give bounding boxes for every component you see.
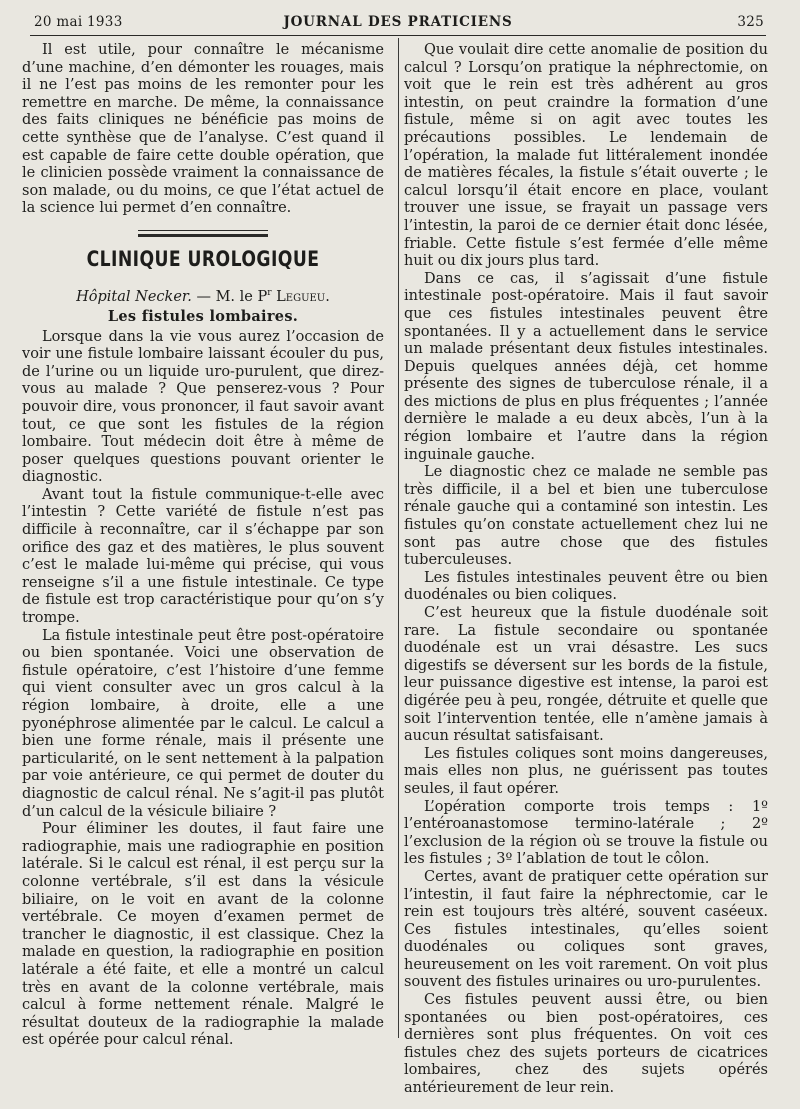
right-paragraph-5: C’est heureux que la fistule duodénale soit rare. La fistule secondaire ou spontanée duodénale est un vrai désastre. Les sucs digestifs se déversent sur les bords de la fistule, leur puissance digestive est intense, la paroi est digérée peu à peu, rongée, détruite et quelle que soit l’intervention tentée, elle n’amène jamais à aucun résultat satisfaisant.	[404, 605, 768, 745]
right-paragraph-9: Ces fistules peuvent aussi être, ou bien spontanées ou bien post-opératoires, ces dernières sont plus fréquentes. On voit ces fistules chez des sujets porteurs de cicatrices lombaires, chez des sujets opérés antérieurement de leur rein.	[404, 992, 768, 1097]
right-paragraph-7: L’opération comporte trois temps : 1º l’entéroanastomose termino-latérale ; 2º l’exclusion de la région où se trouve la fistule ou les fistules ; 3º l’ablation de tout le côlon.	[404, 798, 768, 868]
byline-dash: — M. le P	[191, 288, 268, 305]
section-separator	[138, 230, 268, 237]
intro-paragraph: Il est utile, pour connaître le mécanisme d’une machine, d’en démonter les rouages, mais il ne l’est pas moins de les remonter pour les remettre en marche. De même, la connaissance des faits cliniques ne bénéficie pas moins de cette synthèse que de l’analyse. C’est quand il est capable de faire cette double opération, que le clinicien possède vraiment la connaissance de son malade, ou du moins, ce que l’état actuel de la science lui permet d’en connaître.	[22, 42, 384, 217]
section-title: CLINIQUE UROLOGIQUE	[86, 246, 320, 271]
right-column	[404, 42, 768, 1098]
header-journal-title: JOURNAL DES PRATICIENS	[283, 14, 513, 30]
header-page-number: 325	[737, 14, 764, 30]
left-column	[22, 42, 384, 1050]
left-paragraph-1: Lorsque dans la vie vous aurez l’occasion de voir une fistule lombaire laissant écouler du pus, de l’urine ou un liquide uro-purulent, que direz-vous au malade ? Que penserez-vous ? Pour pouvoir dire, vous prononcer, il faut savoir avant tout, ce que sont les fistules de la région lombaire. Tout médecin doit être à même de poser quelques questions pouvant orienter le diagnostic.	[22, 328, 384, 486]
left-paragraph-4: Pour éliminer les doutes, il faut faire une radiographie, mais une radiographie en position latérale. Si le calcul est rénal, il est perçu sur la colonne vertébrale, s’il est dans la vésicule biliaire, on le voit en avant de la colonne vertébrale. Ce moyen d’examen permet de trancher le diagnostic, il est classique. Chez la malade en question, la radiographie en position latérale a été faite, et elle a montré un calcul très en avant de la colonne vertébrale, mais calcul à forme nettement rénale. Malgré le résultat douteux de la radiographie la malade est opérée pour calcul rénal.	[22, 821, 384, 1049]
header-rule	[30, 35, 766, 36]
right-paragraph-2: Dans ce cas, il s’agissait d’une fistule intestinale post-opératoire. Mais il faut savoir que ces fistules intestinales peuvent être spontanées. Il y a actuellement dans le service un malade présentant deux fistules intestinales. Depuis quelques années déjà, cet homme présente des signes de tuberculose rénale, il a des mictions de plus en plus fréquentes ; l’année dernière le malade a eu deux abcès, l’un à la région lombaire et l’autre dans la région inguinale gauche.	[404, 270, 768, 463]
right-paragraph-3: Le diagnostic chez ce malade ne semble pas très difficile, il a bel et bien une tuberculose rénale gauche qui a contaminé son intestin. Les fistules qu’on constate actuellement chez lui ne sont pas autre chose que des fistules tuberculeuses.	[404, 464, 768, 569]
right-paragraph-6: Les fistules coliques sont moins dangereuses, mais elles non plus, ne guérissent pas toutes seules, il faut opérer.	[404, 745, 768, 797]
right-paragraph-4: Les fistules intestinales peuvent être ou bien duodénales ou bien coliques.	[404, 569, 768, 604]
left-paragraph-3: La fistule intestinale peut être post-opératoire ou bien spontanée. Voici une observation de fistule opératoire, c’est l’histoire d’une femme qui vient consulter avec un gros calcul à la région lombaire, à droite, elle a une pyonéphrose alimentée par le calcul. Le calcul a bien une forme rénale, mais il présente une particularité, on le sent nettement à la palpation par voie antérieure, ce qui permet de douter du diagnostic de calcul rénal. Ne s’agit-il pas plutôt d’un calcul de la vésicule biliaire ?	[22, 627, 384, 820]
page-header	[32, 14, 764, 36]
column-divider	[398, 38, 399, 1038]
byline-hospital: Hôpital Necker.	[76, 288, 192, 305]
right-paragraph-8: Certes, avant de pratiquer cette opération sur l’intestin, il faut faire la néphrectomie, car le rein est toujours très altéré, souvent caséeux. Ces fistules intestinales, qu’elles soient duodénales ou coliques sont graves, heureusement on les voit rarement. On voit plus souvent des fistules urinaires ou uro-purulentes.	[404, 868, 768, 991]
right-paragraph-1: Que voulait dire cette anomalie de position du calcul ? Lorsqu’on pratique la néphrectomie, on voit que le rein est très adhérent au gros intestin, on peut craindre la formation d’une fistule, même si on agit avec toutes les précautions possibles. Le lendemain de l’opération, la malade fut littéralement inondée de matières fécales, la fistule s’était ouverte ; le calcul lorsqu’il était encore en place, voulant trouver une issue, se frayait un passage vers l’intestin, la paroi de ce dernier était donc lésée, friable. Cette fistule s’est fermée d’elle même huit ou dix jours plus tard.	[404, 42, 768, 270]
byline-sup: r	[267, 287, 272, 298]
lecture-title: Les fistules lombaires.	[107, 307, 299, 325]
lecture-byline	[22, 285, 384, 306]
left-paragraph-2: Avant tout la fistule communique-t-elle avec l’intestin ? Cette variété de fistule n’est pas difficile à reconnaître, car il s’échappe par son orifice des gaz et des matières, le plus souvent c’est le malade lui-même qui précise, qui vous renseigne s’il a une fistule intestinale. Ce type de fistule est trop caractéristique pour qu’on s’y trompe.	[22, 486, 384, 627]
byline-name: Legueu.	[276, 288, 330, 305]
header-date: 20 mai 1933	[34, 14, 123, 30]
